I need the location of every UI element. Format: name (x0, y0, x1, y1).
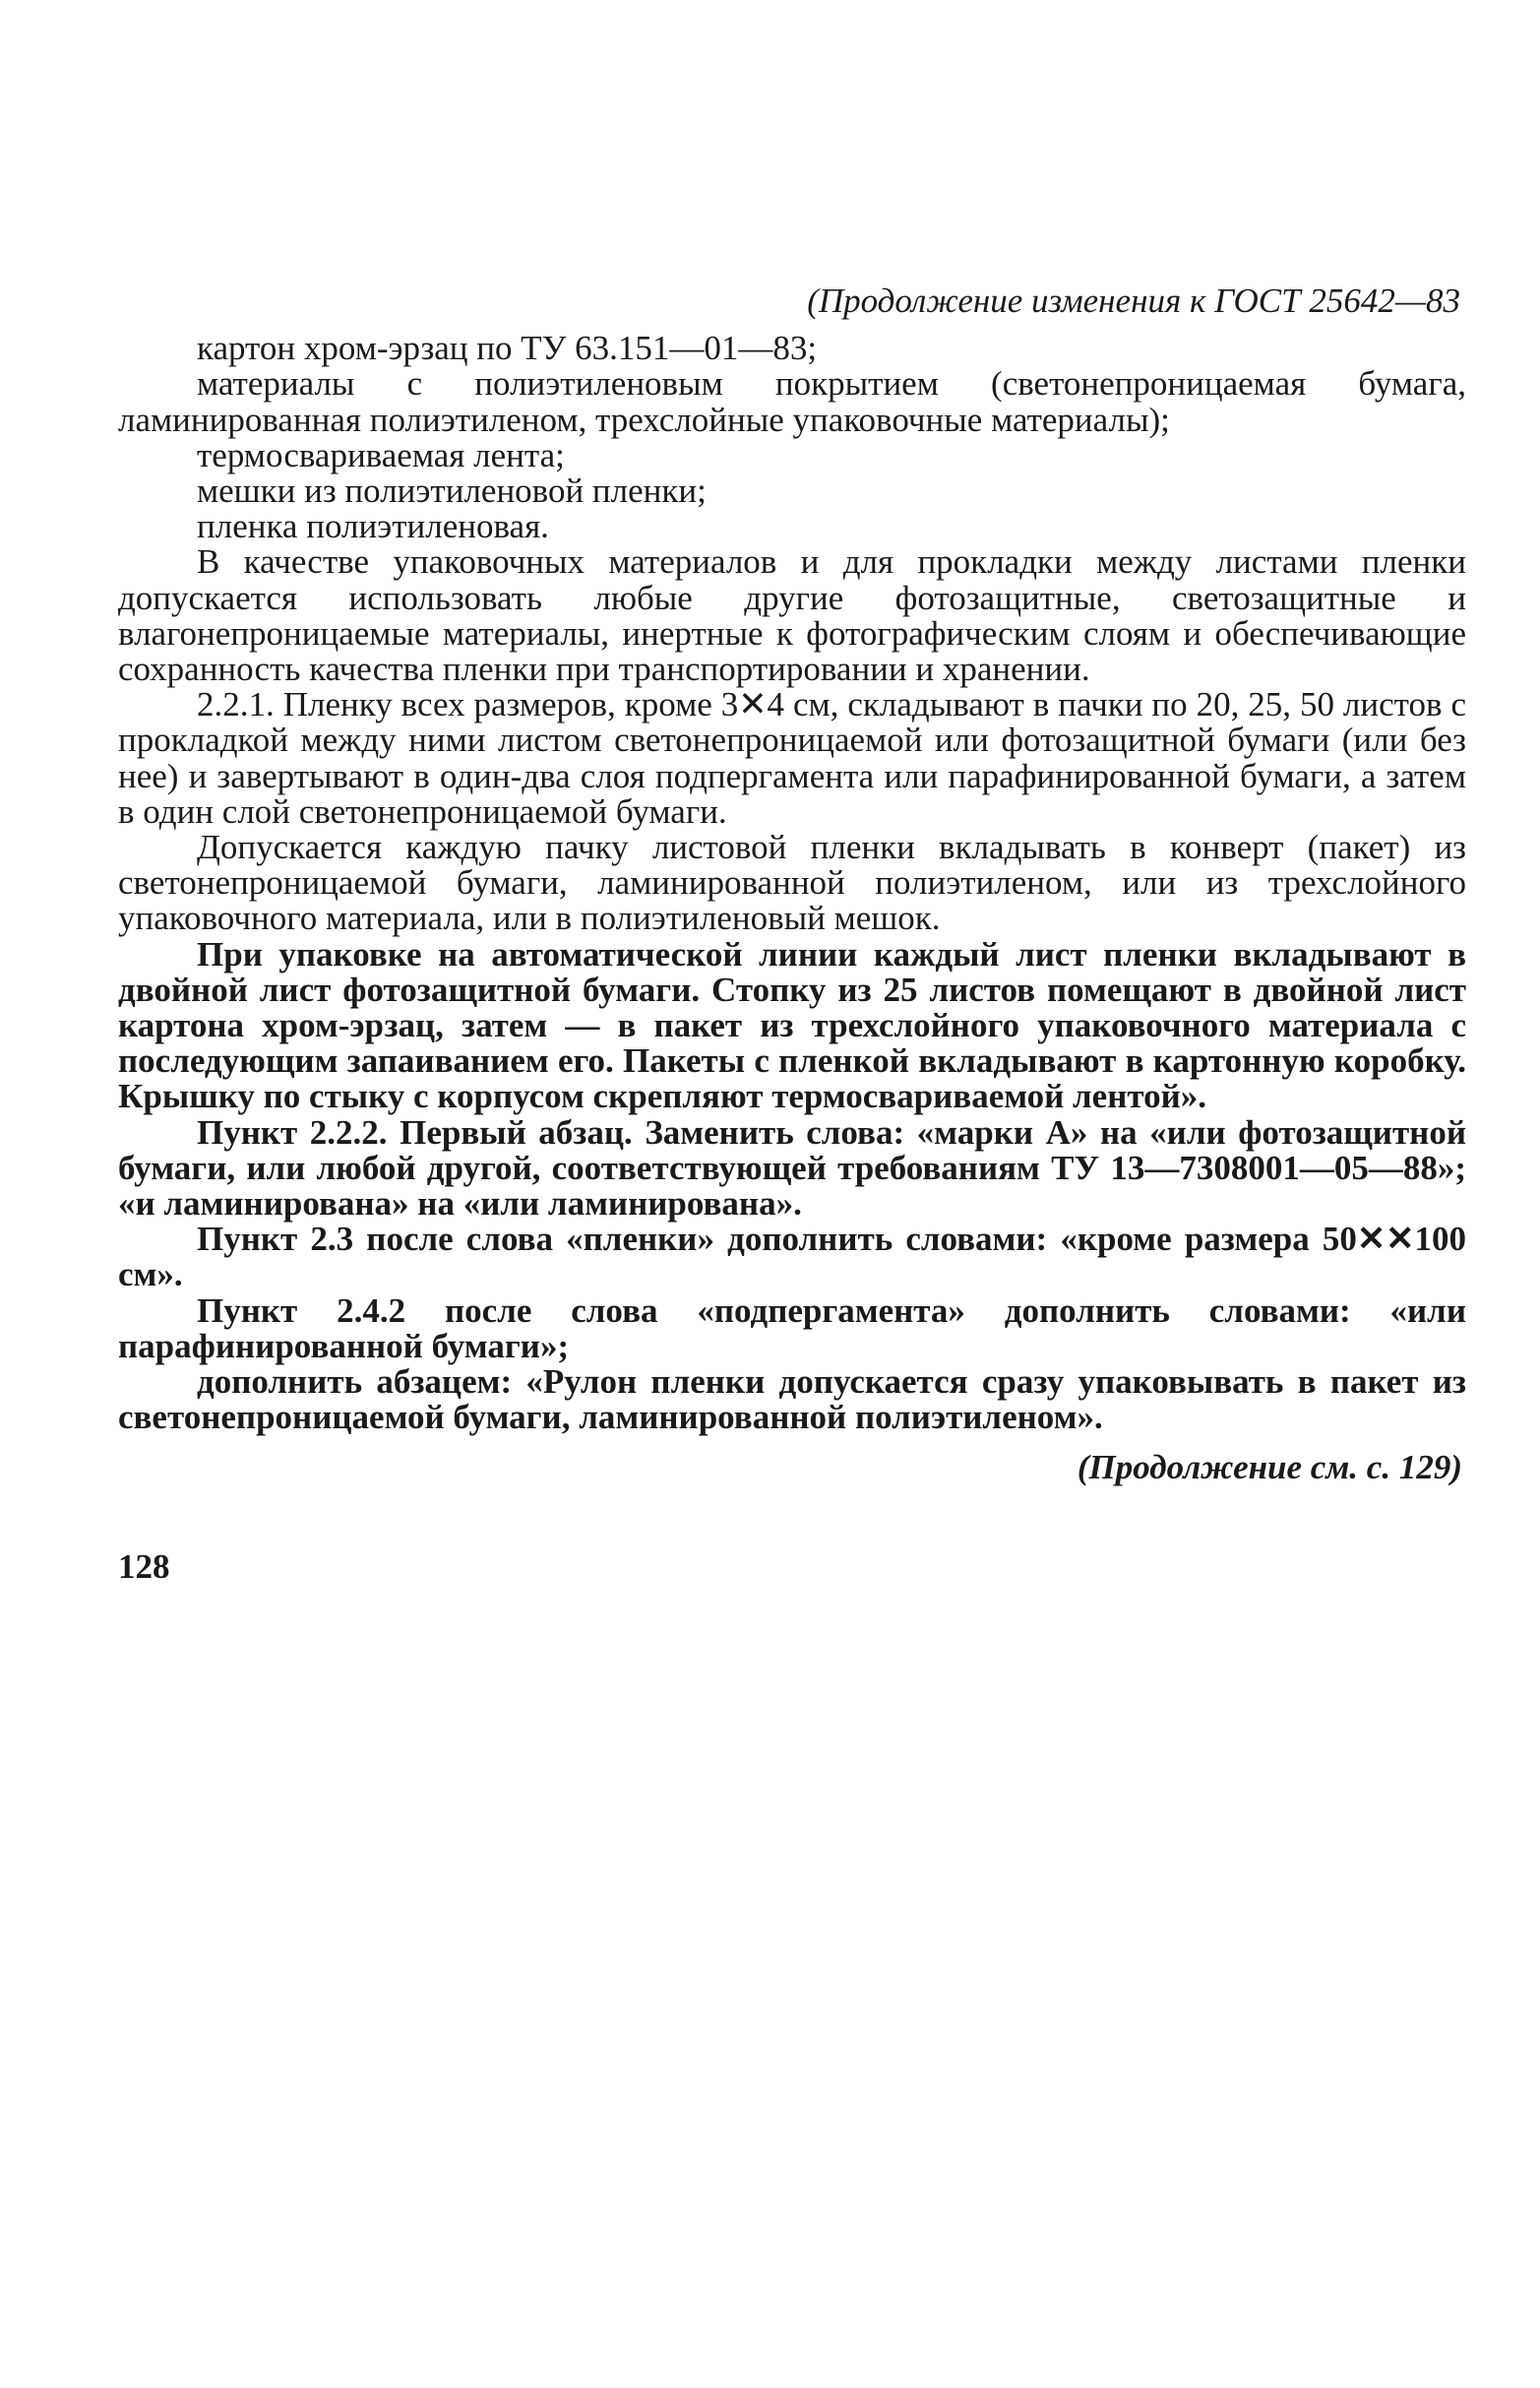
paragraph-clause-2-2-1: 2.2.1. Пленку всех размеров, кроме 3✕4 см, складывают в пачки по 20, 25, 50 листов с прокладкой между ними листом светонепроницаемой или фотозащитной бумаги (или без нее) и завертывают в один-два слоя подпергамента или парафинированной бумаги, а затем в один слой светонепроницаемой бумаги. (118, 685, 1466, 831)
paragraph-clause-2-3: Пункт 2.3 после слова «пленки» дополнить словами: «кроме размера 50✕✕100 см». (118, 1220, 1466, 1294)
list-item-heat-seal-tape: термосвариваемая лента; (197, 435, 565, 474)
continuation-note: (Продолжение см. с. 129) (1077, 1447, 1462, 1486)
document-page (118, 283, 1466, 1520)
paragraph-packaging-alternatives: В качестве упаковочных материалов и для прокладки между листами пленки допускается использовать любые другие фотозащитные, светозащитные и влагонепроницаемые материалы, инертные к фотографическим слоям и обеспечивающие сохранность качества пленки при транспортировании и хранении. (118, 542, 1466, 689)
paragraph-clause-2-2-2: Пункт 2.2.2. Первый абзац. Заменить слова: «марки А» на «или фотозащитной бумаги, или любой другой, соответствующей требованиям ТУ 13—7308001—05—88»; «и ламинирована» на «или ламинирована». (118, 1112, 1466, 1224)
list-item-cardboard: картон хром-эрзац по ТУ 63.151—01—83; (197, 329, 818, 368)
list-item-poly-film: пленка полиэтиленовая. (197, 507, 549, 546)
paragraph-clause-2-4-2: Пункт 2.4.2 после слова «подпергамента» дополнить словами: «или парафинированной бумаги»; (118, 1290, 1466, 1365)
paragraph-envelope-allowed: Допускается каждую пачку листовой пленки вкладывать в конверт (пакет) из светонепроницаемой бумаги, ламинированной полиэтиленом, или из трехслойного упаковочного материала, или в полиэтиленовый мешок. (118, 828, 1466, 938)
paragraph-add-roll-packaging: дополнить абзацем: «Рулон пленки допускается сразу упаковывать в пакет из светонепроницаемой бумаги, ламинированной полиэтиленом». (118, 1362, 1466, 1437)
list-item-poly-bags: мешки из полиэтиленовой пленки; (197, 471, 707, 511)
list-item-poly-coated-materials: материалы с полиэтиленовым покрытием (светонепроницаемая бумага, ламинированная полиэтиленом, трехслойные упаковочные материалы); (118, 364, 1466, 439)
running-header: (Продолжение изменения к ГОСТ 25642—83 (807, 282, 1460, 320)
paragraph-automatic-line: При упаковке на автоматической линии каждый лист пленки вкладывают в двойной лист фотозащитной бумаги. Стопку из 25 листов помещают в двойной лист картона хром-эрзац, затем — в пакет из трехслойного упаковочного материала с последующим запаиванием его. Пакеты с пленкой вкладывают в картонную коробку. Крышку по стыку с корпусом скрепляют термосвариваемой лентой». (118, 934, 1466, 1116)
page-number: 128 (118, 1547, 170, 1586)
